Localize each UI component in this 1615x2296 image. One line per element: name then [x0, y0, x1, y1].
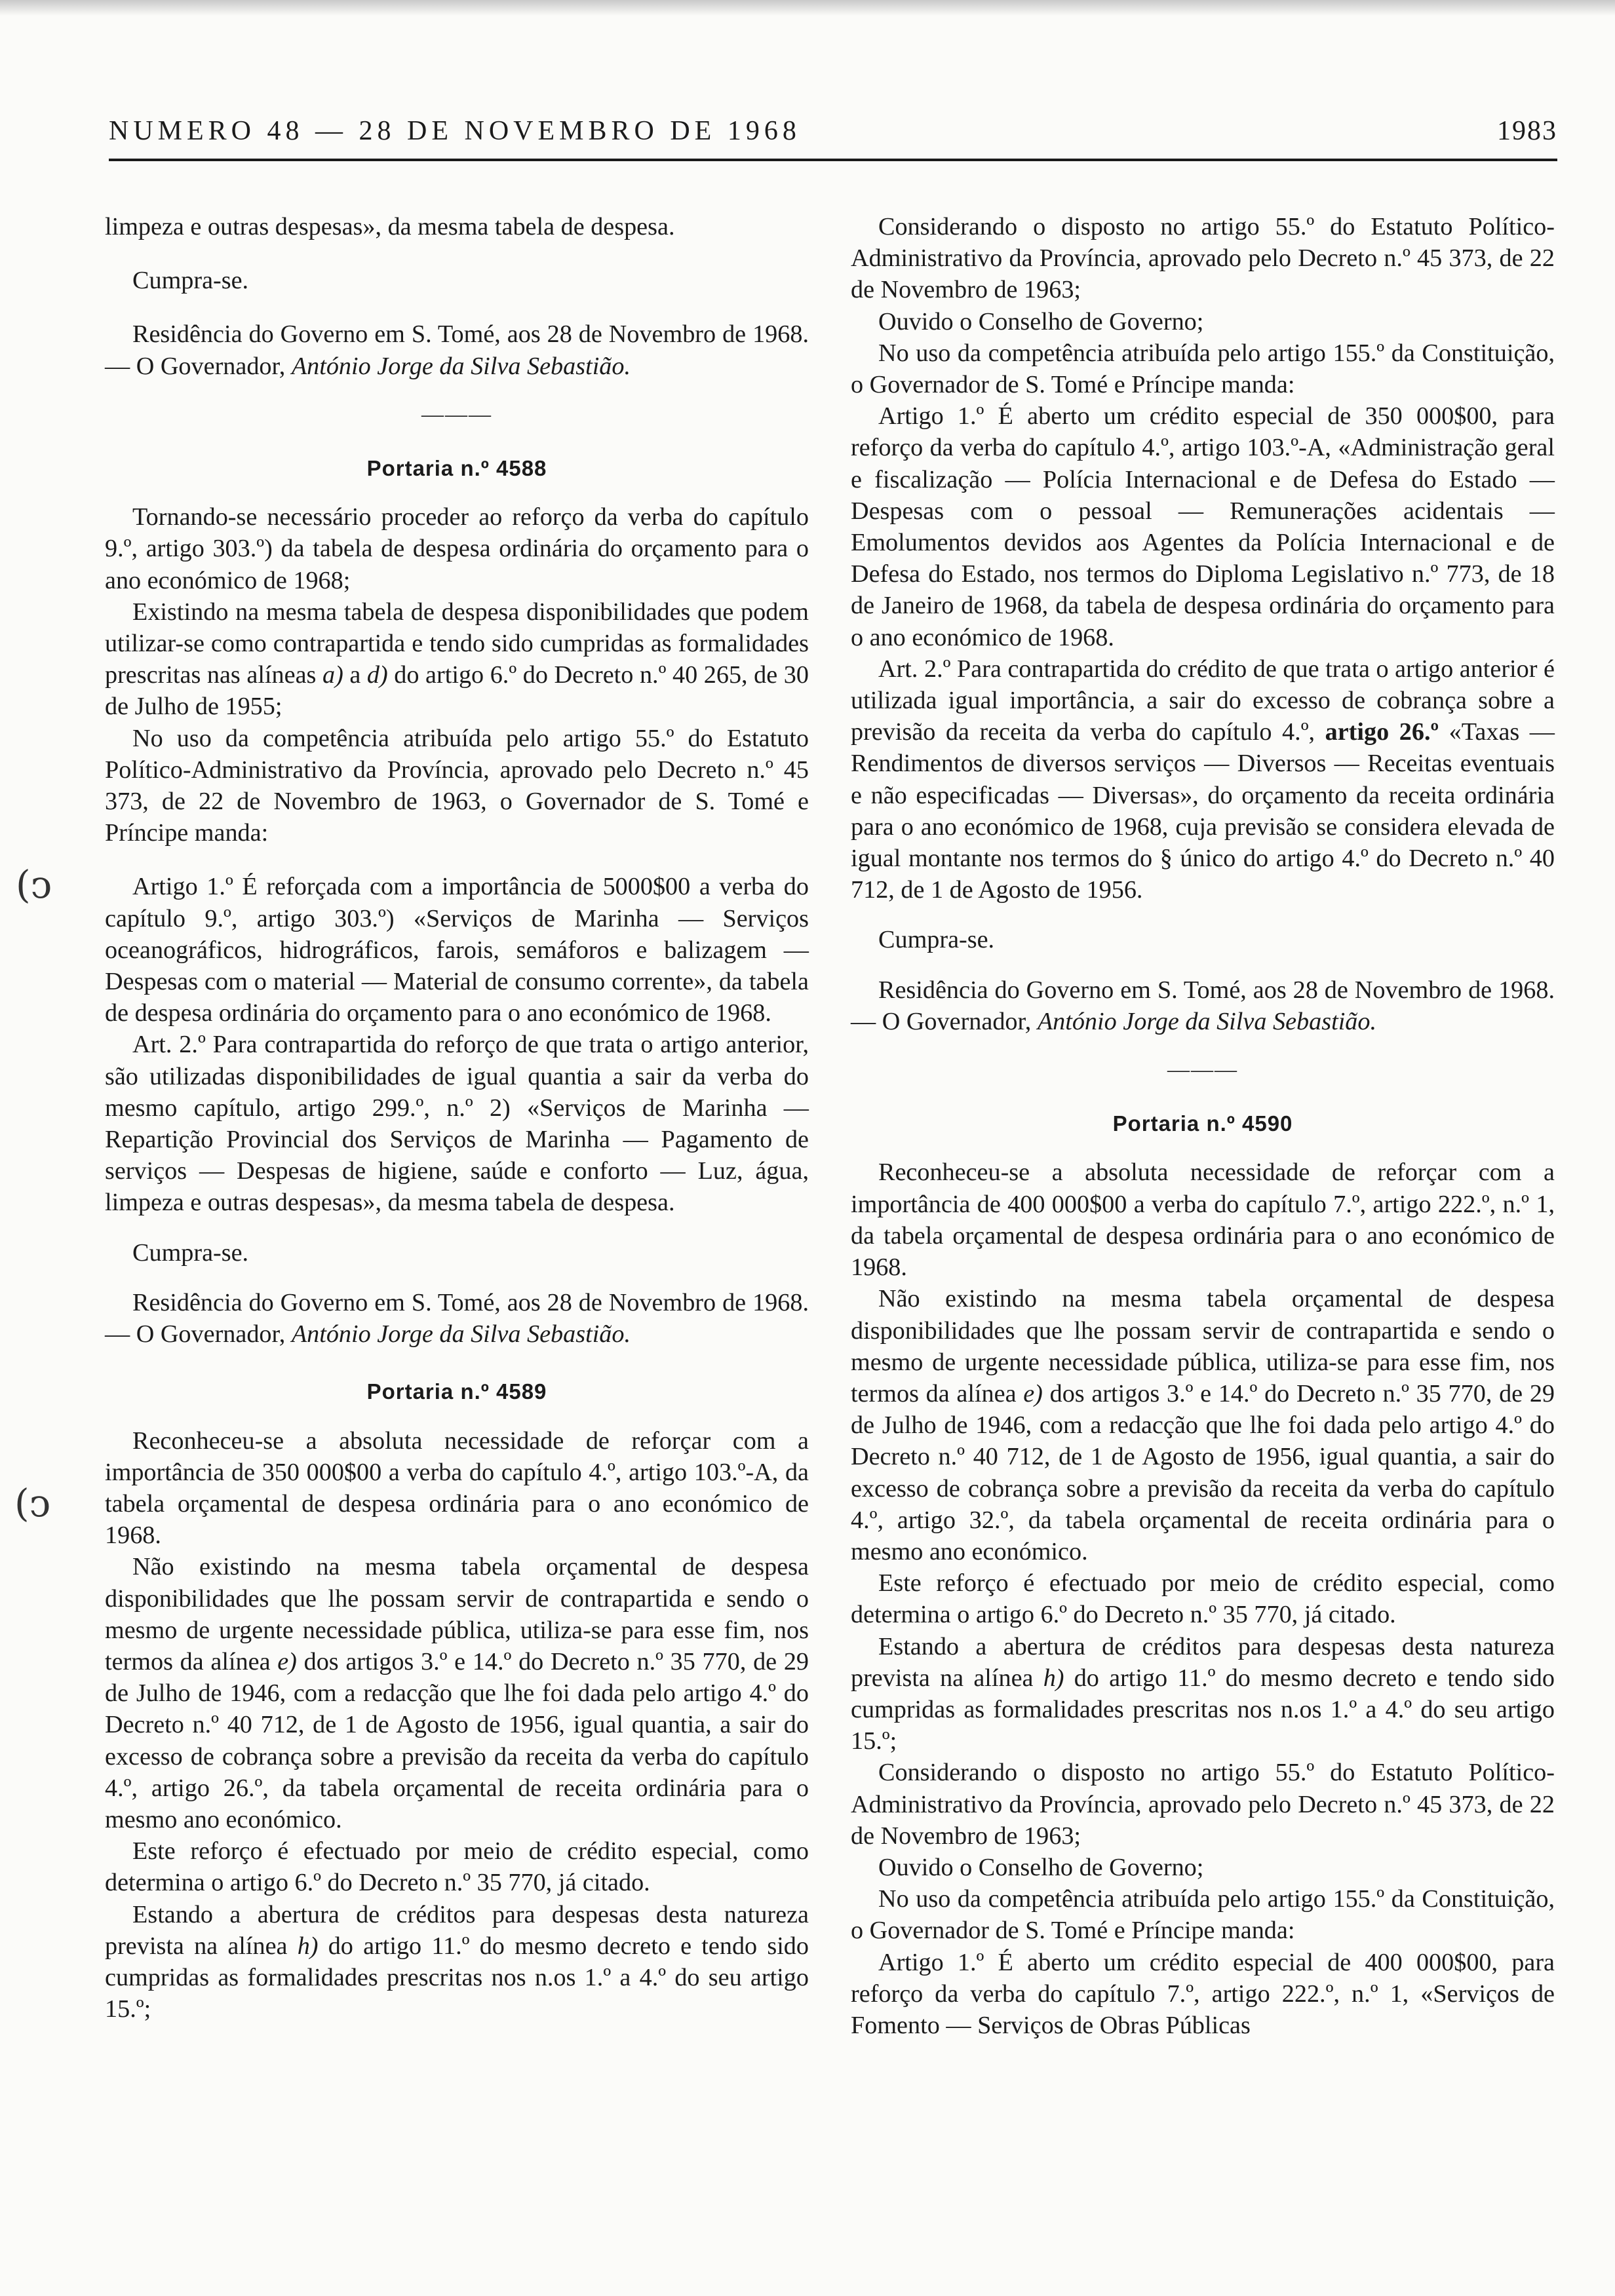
governor-name: António Jorge da Silva Sebastião.: [291, 352, 631, 380]
paragraph: Cumpra-se.: [132, 1238, 249, 1267]
margin-mark: (ↄ: [14, 1481, 51, 1525]
left-column: [105, 211, 809, 2025]
paragraph: Ouvido o Conselho de Governo;: [878, 307, 1204, 335]
paragraph: Art. 2.º Para contrapartida do reforço de que trata o artigo anterior, são utilizadas disponibilidades de igual quantia a sair da verba do mesmo capítulo, artigo 299.º, n.º 2) «Serviços de Marinha — Repartição Provincial dos Serviços de Marinha — Pagamento de serviços — Despesas de higiene, saúde e conforto — Luz, água, limpeza e outras despesas», da mesma tabela de despesa.: [105, 1031, 809, 1217]
paragraph: No uso da competência atribuída pelo artigo 155.º da Constituição, o Governador de S. Tomé e Príncipe manda:: [851, 1885, 1555, 1945]
paragraph: Estando a abertura de créditos para despesas desta natureza prevista na alínea h) do artigo 11.º do mesmo decreto e tendo sido cumpridas as formalidades prescritas nos n.os 1.º a 4.º do seu artigo 15.º;: [851, 1632, 1555, 1755]
page-header: [109, 110, 1557, 161]
right-column: [851, 211, 1555, 2041]
governor-name: António Jorge da Silva Sebastião.: [291, 1320, 631, 1349]
paragraph: Artigo 1.º É reforçada com a importância de 5000$00 a verba do capítulo 9.º, artigo 303.º) «Serviços de Marinha — Serviços oceanográficos, hidrográficos, farois, semáforos e balizagem — Despesas com o material — Material de consumo corrente», da tabela de despesa ordinária do orçamento para o ano económico de 1968.: [105, 873, 809, 1027]
paragraph: Art. 2.º Para contrapartida do crédito de que trata o artigo anterior é utilizada igual importância, a sair do excesso de cobrança sobre a previsão da receita da verba do capítulo 4.º, artigo 26.º «Taxas — Rendimentos de diversos serviços — Diversos — Receitas eventuais e não especificadas — Diversas», do orçamento da receita ordinária para o ano económico de 1968, cuja previsão se considera elevada de igual montante nos termos do § único do artigo 4.º do Decreto n.º 40 712, de 1 de Agosto de 1956.: [851, 655, 1555, 904]
portaria-title: Portaria n.º 4590: [1112, 1111, 1293, 1136]
paragraph: Tornando-se necessário proceder ao reforço da verba do capítulo 9.º, artigo 303.º) da tabela de despesa ordinária do orçamento para o ano económico de 1968;: [105, 503, 809, 594]
page-number: 1983: [1497, 116, 1557, 146]
paragraph: Artigo 1.º É aberto um crédito especial de 400 000$00, para reforço da verba do capítulo 7.º, artigo 222.º, n.º 1, «Serviços de Fomento — Serviços de Obras Públicas: [851, 1948, 1555, 2039]
paragraph: Este reforço é efectuado por meio de crédito especial, como determina o artigo 6.º do Decreto n.º 35 770, já citado.: [851, 1569, 1555, 1629]
signature-paragraph: Residência do Governo em S. Tomé, aos 28 de Novembro de 1968. — O Governador, António Jorge da Silva Sebastião.: [105, 320, 809, 380]
paragraph: Este reforço é efectuado por meio de crédito especial, como determina o artigo 6.º do Decreto n.º 35 770, já citado.: [105, 1837, 809, 1897]
paragraph: Existindo na mesma tabela de despesa disponibilidades que podem utilizar-se como contrapartida e tendo sido cumpridas as formalidades prescritas nas alíneas a) a d) do artigo 6.º do Decreto n.º 40 265, de 30 de Julho de 1955;: [105, 598, 809, 721]
margin-mark: (ↄ: [16, 862, 52, 907]
signature-paragraph: Residência do Governo em S. Tomé, aos 28 de Novembro de 1968. — O Governador, António Jorge da Silva Sebastião.: [105, 1288, 809, 1349]
paragraph: Não existindo na mesma tabela orçamental de despesa disponibilidades que lhe possam servir de contrapartida e sendo o mesmo de urgente necessidade pública, utiliza-se para esse fim, nos termos da alínea e) dos artigos 3.º e 14.º do Decreto n.º 35 770, de 29 de Julho de 1946, com a redacção que lhe foi dada pelo artigo 4.º do Decreto n.º 40 712, de 1 de Agosto de 1956, igual quantia, a sair do excesso de cobrança sobre a previsão da receita da verba do capítulo 4.º, artigo 32.º, da tabela orçamental de receita ordinária para o mesmo ano económico.: [851, 1285, 1555, 1565]
issue-line: NUMERO 48 — 28 DE NOVEMBRO DE 1968: [109, 116, 801, 146]
paragraph: No uso da competência atribuída pelo artigo 155.º da Constituição, o Governador de S. Tomé e Príncipe manda:: [851, 339, 1555, 399]
paragraph: Considerando o disposto no artigo 55.º do Estatuto Político-Administrativo da Província, aprovado pelo Decreto n.º 45 373, de 22 de Novembro de 1963;: [851, 1759, 1555, 1850]
paragraph: Estando a abertura de créditos para despesas desta natureza prevista na alínea h) do artigo 11.º do mesmo decreto e tendo sido cumpridas as formalidades prescritas nos n.os 1.º a 4.º do seu artigo 15.º;: [105, 1900, 809, 2023]
governor-name: António Jorge da Silva Sebastião.: [1037, 1007, 1377, 1035]
paragraph: Não existindo na mesma tabela orçamental de despesa disponibilidades que lhe possam servir de contrapartida e sendo o mesmo de urgente necessidade pública, utiliza-se para esse fim, nos termos da alínea e) dos artigos 3.º e 14.º do Decreto n.º 35 770, de 29 de Julho de 1946, com a redacção que lhe foi dada pelo artigo 4.º do Decreto n.º 40 712, de 1 de Agosto de 1956, igual quantia, a sair do excesso de cobrança sobre a previsão da receita da verba do capítulo 4.º, artigo 26.º, da tabela orçamental de receita ordinária para o mesmo ano económico.: [105, 1553, 809, 1833]
paragraph: Reconheceu-se a absoluta necessidade de reforçar com a importância de 350 000$00 a verba do capítulo 4.º, artigo 103.º-A, da tabela orçamental de despesa ordinária para o ano económico de 1968.: [105, 1426, 809, 1550]
paragraph: Considerando o disposto no artigo 55.º do Estatuto Político-Administrativo da Província, aprovado pelo Decreto n.º 45 373, de 22 de Novembro de 1963;: [851, 213, 1555, 304]
scan-top-edge: [0, 0, 1615, 16]
separator: ———: [1167, 1058, 1238, 1082]
paragraph: No uso da competência atribuída pelo artigo 55.º do Estatuto Político-Administrativo da Província, aprovado pelo Decreto n.º 45 373, de 22 de Novembro de 1963, o Governador de S. Tomé e Príncipe manda:: [105, 724, 809, 847]
portaria-title: Portaria n.º 4588: [366, 456, 547, 481]
paragraph: Cumpra-se.: [132, 267, 249, 295]
paragraph: limpeza e outras despesas», da mesma tabela de despesa.: [105, 213, 675, 240]
portaria-title: Portaria n.º 4589: [366, 1379, 547, 1404]
paragraph: Artigo 1.º É aberto um crédito especial de 350 000$00, para reforço da verba do capítulo 4.º, artigo 103.º-A, «Administração geral e fiscalização — Polícia Internacional e de Defesa do Estado — Despesas com o pessoal — Remunerações acidentais — Emolumentos devidos aos Agentes da Polícia Internacional e de Defesa do Estado, nos termos do Diploma Legislativo n.º 773, de 18 de Janeiro de 1968, da tabela de despesa ordinária do orçamento para o ano económico de 1968.: [851, 402, 1555, 651]
separator: ———: [421, 402, 492, 427]
signature-paragraph: Residência do Governo em S. Tomé, aos 28 de Novembro de 1968. — O Governador, António Jorge da Silva Sebastião.: [851, 976, 1555, 1035]
paragraph: Reconheceu-se a absoluta necessidade de reforçar com a importância de 400 000$00 a verba do capítulo 7.º, artigo 222.º, n.º 1, da tabela orçamental de despesa ordinária para o ano económico de 1968.: [851, 1158, 1555, 1282]
paragraph: Ouvido o Conselho de Governo;: [878, 1853, 1204, 1881]
paragraph: Cumpra-se.: [878, 926, 995, 954]
